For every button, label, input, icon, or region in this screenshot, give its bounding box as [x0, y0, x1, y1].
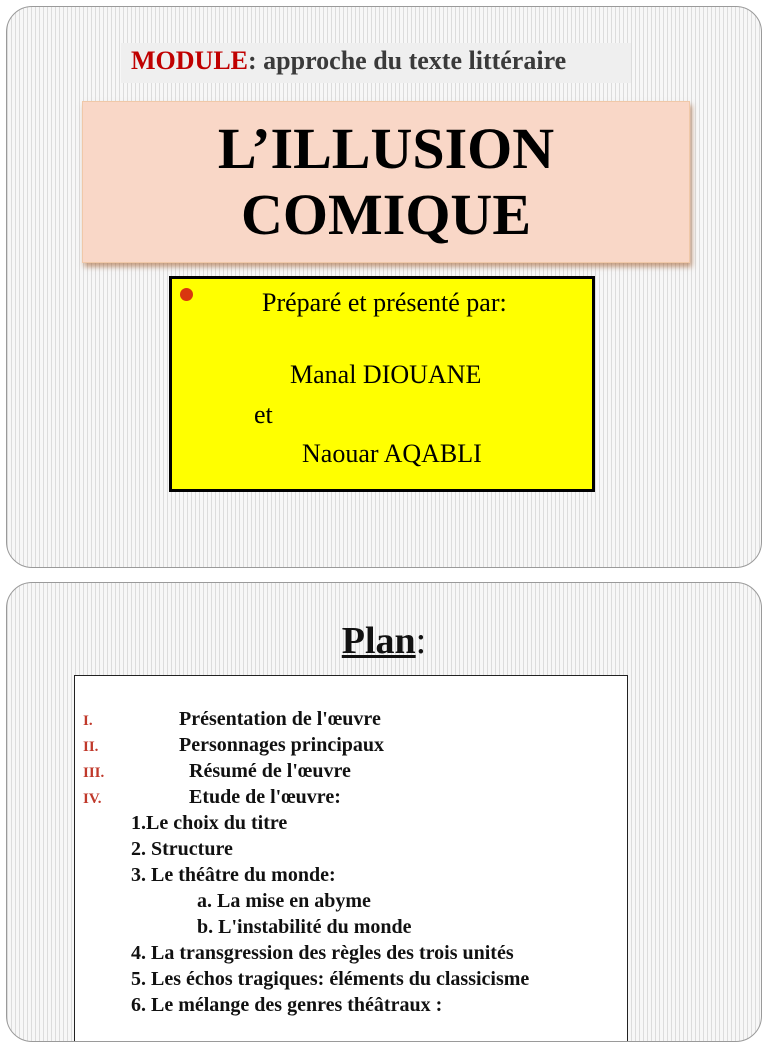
item-text: Etude de l'œuvre: — [189, 786, 341, 808]
list-item — [75, 732, 627, 758]
slide-plan — [6, 582, 762, 1042]
item-text: 4. La transgression des règles des trois unités — [131, 942, 514, 964]
item-text: b. L'instabilité du monde — [197, 916, 412, 938]
module-label: MODULE — [131, 46, 248, 75]
list-item — [75, 784, 627, 810]
title-line-1: L’ILLUSION — [217, 116, 555, 181]
list-item — [75, 992, 627, 1018]
list-item — [75, 888, 627, 914]
plan-outline — [74, 675, 628, 1042]
author-2: Naouar AQABLI — [302, 439, 482, 468]
title-box — [82, 101, 690, 263]
conjunction-text: et — [254, 400, 273, 429]
item-text: a. La mise en abyme — [197, 890, 371, 912]
authors-box — [169, 276, 595, 492]
module-banner — [121, 43, 631, 83]
list-item — [75, 836, 627, 862]
module-subject: : approche du texte littéraire — [248, 46, 567, 75]
slide-title — [6, 6, 762, 568]
plan-title: Plan — [341, 620, 416, 662]
item-text: 2. Structure — [131, 838, 233, 860]
list-item — [75, 862, 627, 888]
author-1: Manal DIOUANE — [290, 360, 482, 389]
item-number: III. — [83, 765, 105, 781]
bullet-icon — [180, 288, 193, 301]
item-number: IV. — [83, 791, 102, 807]
plan-colon: : — [415, 620, 427, 662]
item-text: 6. Le mélange des genres théâtraux : — [131, 994, 443, 1016]
list-item — [75, 966, 627, 992]
item-text: Présentation de l'œuvre — [179, 708, 381, 730]
list-item — [75, 758, 627, 784]
item-text: 3. Le théâtre du monde: — [131, 864, 336, 886]
list-item — [75, 706, 627, 732]
list-item — [75, 914, 627, 940]
title-line-2: COMIQUE — [241, 182, 531, 247]
prepared-by-text: Préparé et présenté par: — [262, 288, 507, 317]
item-text: Personnages principaux — [179, 734, 385, 756]
plan-heading — [7, 619, 761, 663]
item-text: Résumé de l'œuvre — [189, 760, 351, 782]
item-number: I. — [83, 713, 93, 729]
item-text: 1.Le choix du titre — [131, 812, 288, 834]
item-number: II. — [83, 739, 99, 755]
item-text: 5. Les échos tragiques: éléments du classicisme — [131, 968, 530, 990]
list-item — [75, 940, 627, 966]
list-item — [75, 810, 627, 836]
